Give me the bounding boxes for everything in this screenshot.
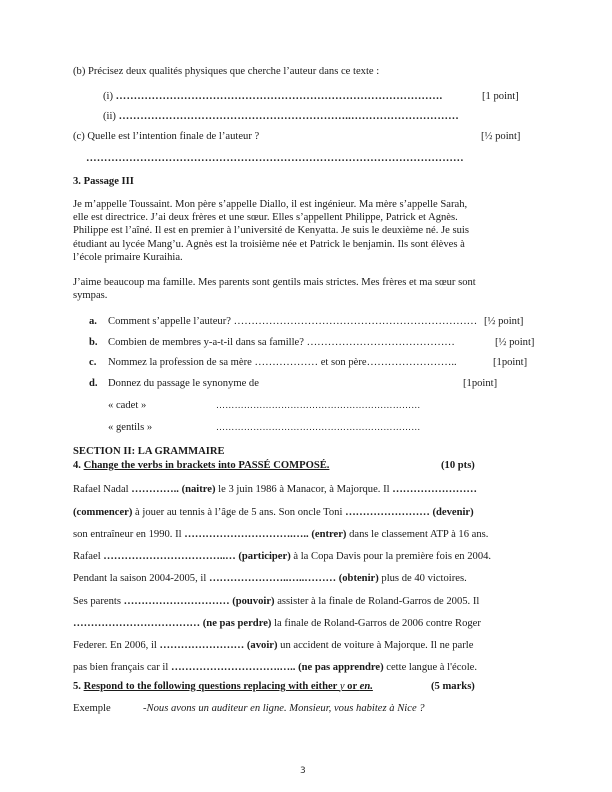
verb-blank[interactable]: ……………………………..… (103, 551, 239, 562)
grammar-text: à jouer au tennis à l’âge de 5 ans. Son oncle Toni (132, 507, 346, 518)
question-text-b: Combien de membres y-a-t-il dans sa famille? …………………………………… (108, 337, 455, 348)
question-letter-a: a. (89, 316, 97, 327)
question-4-title: Change the verbs in brackets into PASSÉ COMPOSÉ. (83, 460, 330, 471)
verb-blank[interactable]: ………………………….….. (184, 529, 312, 540)
passage-line: l’école primaire Kuraihia. (73, 251, 183, 263)
question-letter-c: c. (89, 357, 97, 368)
passage-line: Philippe est l’aîné. Il est en premier à l’université de Kenyatta. Je suis le deuxième né. Je suis (73, 225, 469, 237)
grammar-text: Rafael Nadal (73, 484, 132, 495)
passage-line: J’aime beaucoup ma famille. Mes parents sont gentils mais strictes. Mes frères et ma sœur sont (73, 277, 476, 288)
example-label: Exemple (73, 703, 111, 714)
grammar-text: Rafael (73, 551, 104, 562)
verb-blank: (naitre) (181, 484, 216, 495)
question-points-c: [1point] (493, 357, 528, 368)
verb-blank[interactable]: …………………… (devenir) (345, 507, 474, 518)
synonym-word-gentils: « gentils » (108, 422, 153, 433)
grammar-text: Ses parents (73, 596, 124, 607)
answer-line-b-ii (103, 111, 459, 122)
grammar-text: Pendant la saison 2004-2005, il (73, 573, 209, 584)
grammar-line (73, 529, 545, 540)
verb-blank: (participer) (238, 551, 291, 562)
grammar-text: le 3 juin 1986 à Manacor, à Majorque. Il (215, 484, 393, 495)
section-title: SECTION II: LA GRAMMAIRE (73, 446, 225, 457)
question-5-title: Respond to the following questions replacing with either (83, 681, 340, 692)
question-4-points: (10 pts) (441, 460, 475, 471)
grammar-text: cette langue à l'école. (383, 662, 477, 673)
page-number: 3 (300, 766, 306, 776)
verb-blank[interactable]: …………………… (392, 484, 477, 495)
question-text-a: Comment s’appelle l’auteur? …………………………………………………………… (108, 316, 478, 327)
grammar-line (73, 551, 545, 562)
answer-dots-c[interactable]: …………………………………………………………………………………………… (86, 153, 464, 164)
verb-blank[interactable]: …………………… (avoir) (159, 640, 278, 651)
grammar-line (73, 573, 545, 584)
item-label: (i) (103, 91, 113, 102)
verb-blank: (pouvoir) (232, 596, 275, 607)
passage-line: étudiant au lycée Mang’u. Agnès est la troisième née et Patrick le benjamin. Ils sont élèves à (73, 238, 465, 250)
question-letter-d: d. (89, 378, 98, 389)
points-c: [½ point] (481, 131, 521, 142)
grammar-text: la finale de Roland-Garros de 2006 contre Roger (271, 618, 481, 629)
answer-dots[interactable]: ………………………………………………………..………………………… (118, 111, 459, 122)
passage-heading: 3. Passage III (73, 176, 134, 187)
question-points-b: [½ point] (495, 337, 535, 348)
question-4-heading (73, 460, 329, 471)
grammar-line (73, 507, 545, 518)
answer-line-b-i (103, 91, 442, 102)
passage-paragraph-2 (73, 276, 543, 302)
question-text-c: Nommez la profession de sa mère ……………… et son père…………………….. (108, 357, 457, 368)
grammar-line (73, 618, 545, 629)
synonym-word-cadet: « cadet » (108, 400, 147, 411)
passage-paragraph-1 (73, 198, 543, 264)
grammar-line (73, 596, 545, 607)
grammar-text: un accident de voiture à Majorque. Il ne parle (277, 640, 474, 651)
verb-blank[interactable]: ……………………………… (ne pas perdre) (73, 618, 272, 629)
question-5-heading (73, 681, 373, 692)
answer-dots[interactable]: ………………………………………………………………………………. (115, 91, 443, 102)
question-b: (b) Précisez deux qualités physiques que cherche l’auteur dans ce texte : (73, 66, 380, 77)
points-b-i: [1 point] (482, 91, 519, 102)
question-number: 4. (73, 460, 84, 471)
grammar-text: pas bien français car il (73, 662, 171, 673)
question-5-or: or (344, 681, 360, 692)
verb-blank[interactable]: …………………..…..……… (208, 573, 339, 584)
grammar-text: Federer. En 2006, il (73, 640, 160, 651)
verb-blank[interactable]: ………………………… (123, 596, 233, 607)
verb-blank: (obtenir) (338, 573, 379, 584)
item-label: (ii) (103, 111, 116, 122)
pronoun-y: y (339, 681, 345, 692)
pronoun-en: en. (359, 681, 373, 692)
question-c: (c) Quelle est l’intention finale de l’auteur ? (73, 131, 260, 142)
passage-line: elle est directrice. J’ai deux frères et une sœur. Elles s’appellent Philippe, Patrick et Agnès. (73, 212, 458, 224)
grammar-text: assister à la finale de Roland-Garros de 2005. Il (274, 596, 480, 607)
question-letter-b: b. (89, 337, 98, 348)
grammar-text: dans le classement ATP à 16 ans. (346, 529, 489, 540)
grammar-text: à la Copa Davis pour la première fois en 2004. (290, 551, 492, 562)
grammar-line (73, 640, 545, 651)
question-5-points: (5 marks) (431, 681, 475, 692)
question-text-d: Donnez du passage le synonyme de (108, 378, 259, 389)
synonym-answer-gentils[interactable]: ………………………………………………………… (216, 422, 421, 432)
passage-line: Je m’appelle Toussaint. Mon père s’appelle Diallo, il est ingénieur. Ma mère s’appelle Sarah, (73, 199, 468, 210)
verb-blank: (entrer) (311, 529, 347, 540)
question-points-d: [1point] (463, 378, 498, 389)
passage-line: sympas. (73, 290, 108, 302)
verb-blank[interactable]: ………………………….….. (ne pas apprendre) (170, 662, 384, 673)
synonym-answer-cadet[interactable]: ………………………………………………………… (216, 400, 421, 410)
verb-blank: (commencer) (73, 507, 133, 518)
grammar-text: plus de 40 victoires. (378, 573, 467, 584)
grammar-text: son entraîneur en 1990. Il (73, 529, 185, 540)
example-text: -Nous avons un auditeur en ligne. Monsieur, vous habitez à Nice ? (143, 703, 425, 714)
question-points-a: [½ point] (484, 316, 524, 327)
question-number: 5. (73, 681, 84, 692)
grammar-line (73, 484, 545, 495)
verb-blank[interactable]: ………….. (131, 484, 182, 495)
grammar-line (73, 662, 545, 673)
